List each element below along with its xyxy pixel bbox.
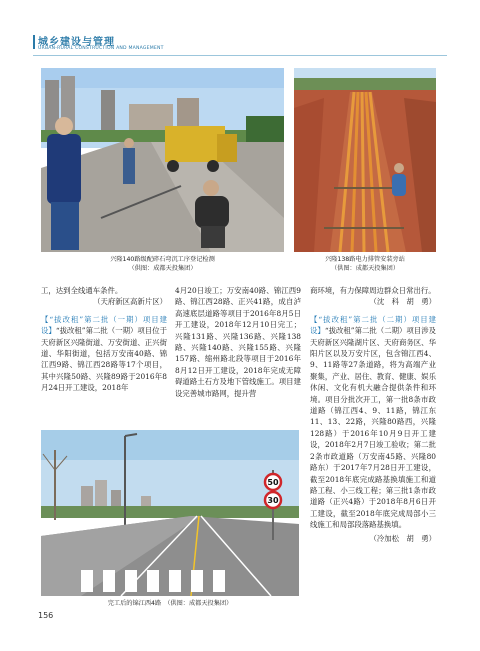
text-column-1 bbox=[41, 285, 167, 394]
page-header bbox=[0, 0, 480, 60]
caption-power-conduit: 兴隆138路电力排管安装旁站 （供图：成都天投集团） bbox=[325, 256, 405, 272]
photo-finished-road bbox=[41, 430, 299, 596]
author-signature: （沈 科 胡 勇） bbox=[369, 297, 436, 307]
speed-limit-sign: 50 bbox=[267, 478, 279, 487]
paragraph: 【“拔改租”第二批（二期）项目建设】“拔改租”第二批（二期）项目涉及天府新区兴隆湖片区、天府商务区、华阳片区以及万安片区，包含锦江西4、9、11路等27条道路，将为高端产业聚集，产业、居住、教育、健康、娱乐休闲、文化有机大融合提供条件和环境。项目分批次开工，第一批8条市政道路（锦江西4、9、11路，锦江东11、13、22路，兴隆80路西，兴隆128路）于2016年10月9日开工建设，2018年2月7日竣工验收；第二批2条市政道路（万安南45路、兴隆80路东）于2017年7月28日开工建设，截至2018年底完成路基换填施工和道路工程、小三线工程；第三批1条市政道路（正兴4路）于2018年8月6日开工建设，截至2018年底完成局部小三线施工和局部段落路基换填。 bbox=[310, 314, 436, 530]
header-accent-bar bbox=[33, 35, 35, 49]
header-divider bbox=[33, 55, 447, 56]
photo-road-inspection bbox=[41, 68, 284, 252]
paragraph: 工，达到全线通车条件。 bbox=[41, 286, 123, 295]
paragraph: 4月20日竣工；万安南40路、锦江西9路、锦江西28路、正兴41路，成自泸高速底层道路等项目于2016年8月5日开工建设，2018年12月10日完工；兴隆131路、兴隆136路、兴隆138路、兴隆140路、兴隆155路、兴隆157路、缩州路北段等项目于2016年8月12日开工建设，2018年完成无障碍道路土石方及地下管线施工。项目建设完善城市路网，提升营 bbox=[175, 286, 301, 398]
author-signature: （天府新区高新片区） bbox=[93, 297, 167, 307]
section-subtitle: URBAN-RURAL CONSTRUCTION AND MANAGEMENT bbox=[38, 46, 164, 51]
item-heading: 【“拔改租”第二批（一期）项目建设】 bbox=[41, 314, 167, 336]
item-heading: 【“拔改租”第二批（二期）项目建设】 bbox=[310, 314, 436, 336]
text-column-3 bbox=[310, 285, 436, 544]
paragraph: 商环境，有力保障周边群众日常出行。 bbox=[310, 286, 436, 295]
photo-power-conduit bbox=[294, 68, 436, 252]
caption-road-inspection: 兴隆140路级配碎石弯沉工序登记检测 （供图：成都天投集团） bbox=[110, 256, 215, 272]
section-title: 城乡建设与管理 bbox=[38, 37, 115, 48]
text-column-2 bbox=[175, 285, 301, 399]
paragraph: 【“拔改租”第二批（一期）项目建设】“拔改租”第二批（一期）项目位于天府新区兴隆街道、万安街道、正兴街道、华阳街道，包括万安南40路、锦江西9路、锦江西28路等17个项目，其中兴隆50路、兴隆89路于2016年8月24日开工建设，2018年 bbox=[41, 314, 167, 393]
author-signature: （冷加松 胡 勇） bbox=[369, 533, 436, 543]
speed-limit-sign: 30 bbox=[267, 496, 279, 505]
page-number: 156 bbox=[38, 611, 54, 620]
caption-finished-road: 完工后的锦江西4路 （供图：成都天投集团） bbox=[107, 600, 233, 607]
